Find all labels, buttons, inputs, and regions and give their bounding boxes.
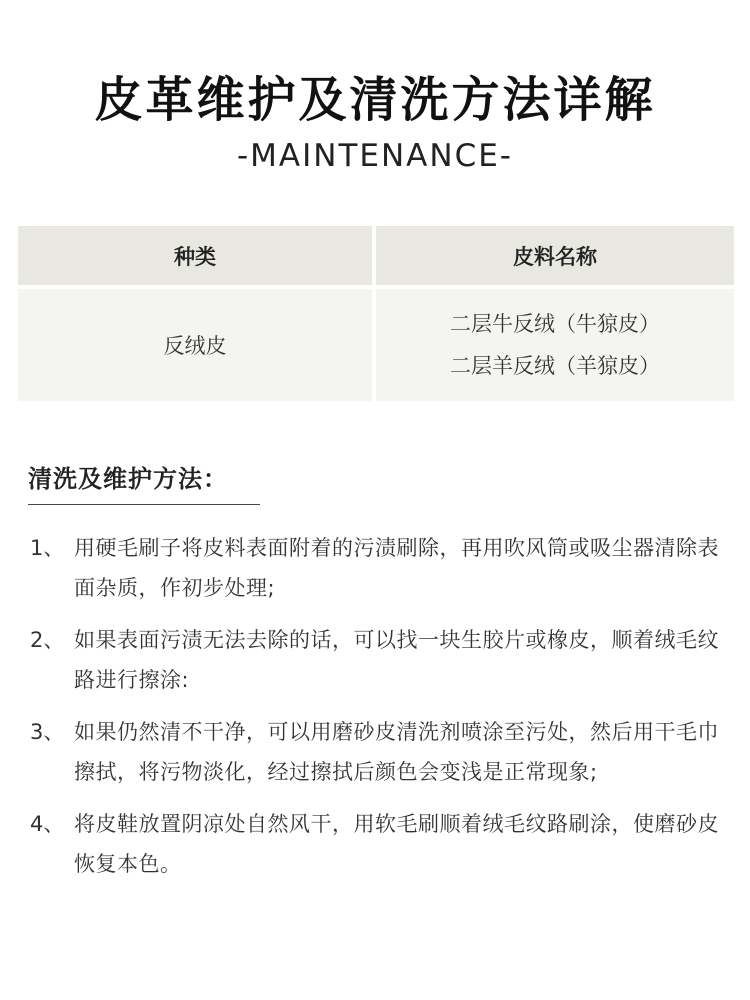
step-text: 如果仍然清不干净，可以用磨砂皮清洗剂喷涂至污处，然后用干毛巾擦拭，将污物淡化，经过擦拭后颜色会变浅是正常现象; [74,720,719,784]
leather-type-table [18,226,734,401]
step-text: 如果表面污渍无法去除的话，可以找一块生胶片或橡皮，顺着绒毛纹路进行擦涂: [74,628,719,692]
leather-name-item: 二层羊反绒（羊猄皮） [450,354,660,378]
table-header-leather-name: 皮料名称 [376,226,734,285]
step-number: 4、 [30,812,65,836]
table-row [18,289,734,401]
care-steps-list [30,528,730,896]
step-number: 2、 [30,628,65,652]
page-subtitle: -MAINTENANCE- [237,138,513,174]
step-text: 将皮鞋放置阴凉处自然风干，用软毛刷顺着绒毛纹路刷涂，使磨砂皮恢复本色。 [74,812,719,876]
step-number: 3、 [30,720,65,744]
section-title-underline [28,504,260,505]
section-title: 清洗及维护方法： [28,465,228,493]
list-item [30,620,730,700]
table-header-row [18,226,734,285]
page-title: 皮革维护及清洗方法详解 [94,72,656,128]
table-cell-leather-names [376,289,734,401]
list-item [30,528,730,608]
leather-name-item: 二层牛反绒（牛猄皮） [450,312,660,336]
list-item [30,804,730,884]
step-number: 1、 [30,536,65,560]
step-text: 用硬毛刷子将皮料表面附着的污渍刷除，再用吹风筒或吸尘器清除表面杂质，作初步处理; [74,536,719,600]
table-header-category: 种类 [18,226,372,285]
list-item [30,712,730,792]
table-cell-category: 反绒皮 [18,289,372,401]
